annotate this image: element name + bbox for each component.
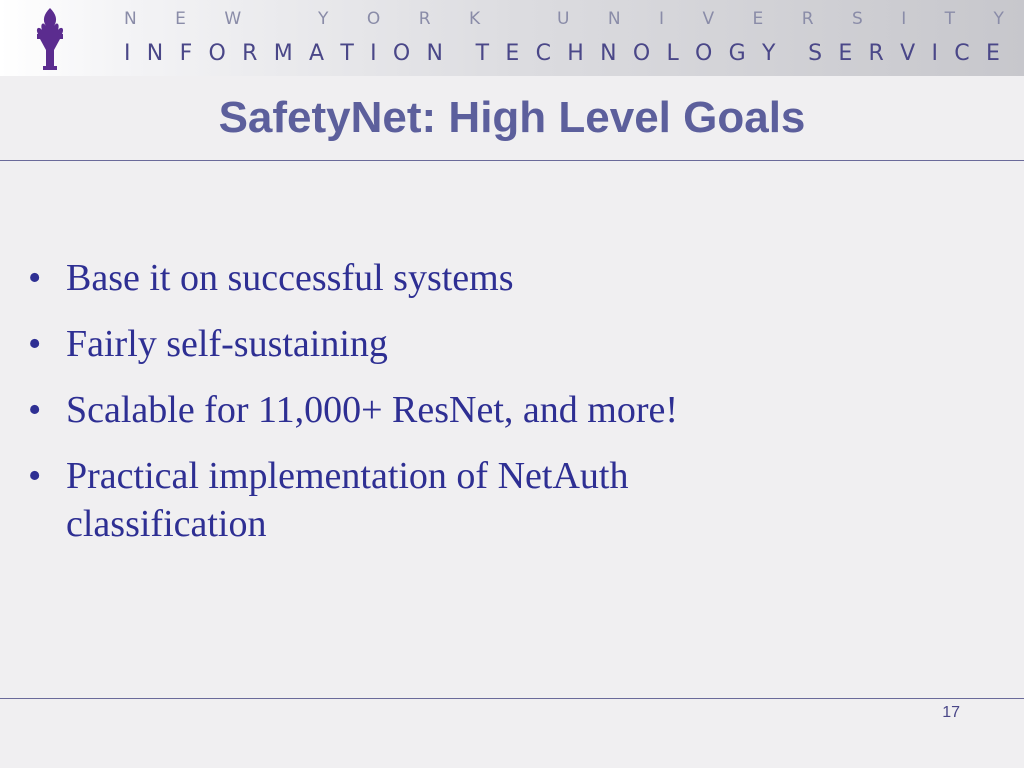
nyu-letter: S [851, 9, 863, 29]
its-letter: V [900, 40, 916, 66]
footer-divider [0, 698, 1024, 699]
its-letter: E [985, 40, 1000, 66]
bullet-text: Base it on successful systems [66, 257, 514, 299]
its-letter: F [179, 40, 193, 66]
nyu-letter: Y [993, 9, 1004, 29]
its-letter: G [728, 40, 746, 66]
nyu-letter: T [944, 9, 956, 29]
its-letter: L [666, 40, 679, 66]
bullet-text: Practical implementation of NetAuth classification [66, 455, 629, 545]
bullet-list [0, 254, 1024, 566]
its-letter: S [808, 40, 823, 66]
page-number: 17 [942, 704, 960, 721]
its-letter: N [146, 40, 164, 66]
torch-icon [30, 6, 70, 72]
bullet-glyph: • [28, 257, 42, 299]
its-letter: Y [762, 40, 776, 66]
its-letter: I [370, 40, 377, 66]
its-letter: E [838, 40, 853, 66]
nyu-letter: Y [318, 9, 329, 29]
nyu-letter: R [418, 9, 431, 29]
its-letter: O [695, 40, 713, 66]
its-letter: I [931, 40, 938, 66]
nyu-letter: V [702, 9, 715, 29]
bullet-text: Scalable for 11,000+ ResNet, and more! [66, 389, 679, 431]
its-letter: T [475, 40, 490, 66]
its-letter: M [273, 40, 293, 66]
bullet-glyph: • [28, 389, 42, 431]
its-letter: O [392, 40, 411, 66]
bullet-item [0, 254, 826, 302]
nyu-letter: N [124, 9, 137, 29]
its-letter: O [632, 40, 651, 66]
its-letter: E [505, 40, 520, 66]
nyu-letter: O [366, 9, 381, 29]
nyu-letter: W [224, 9, 242, 29]
bullet-item [0, 320, 826, 368]
nyu-letter: U [556, 9, 570, 29]
nyu-letter: I [901, 9, 907, 29]
nyu-letter: K [468, 9, 481, 29]
its-letter: H [567, 40, 584, 66]
bullet-glyph: • [28, 323, 42, 365]
its-letter: T [340, 40, 354, 66]
title-divider [0, 160, 1024, 161]
header-banner [0, 0, 1024, 76]
bullet-text: Fairly self-sustaining [66, 323, 388, 365]
nyu-letter: E [752, 9, 764, 29]
its-letter: C [535, 40, 551, 66]
nyu-wordmark [124, 6, 1004, 32]
nyu-letter: E [175, 9, 186, 29]
bullet-glyph: • [28, 455, 42, 497]
its-letter: A [309, 40, 325, 66]
its-letter: I [124, 40, 131, 66]
nyu-letter: R [801, 9, 814, 29]
nyu-letter: I [659, 9, 665, 29]
its-letter: O [208, 40, 226, 66]
nyu-letter: N [607, 9, 621, 29]
its-letter: R [242, 40, 258, 66]
slide-title: SafetyNet: High Level Goals [218, 93, 806, 142]
bullet-item [0, 452, 826, 548]
its-letter: N [600, 40, 617, 66]
its-letter: N [426, 40, 444, 66]
its-wordmark [124, 38, 1000, 68]
bullet-item [0, 386, 826, 434]
its-letter: C [954, 40, 970, 66]
its-letter: R [868, 40, 884, 66]
